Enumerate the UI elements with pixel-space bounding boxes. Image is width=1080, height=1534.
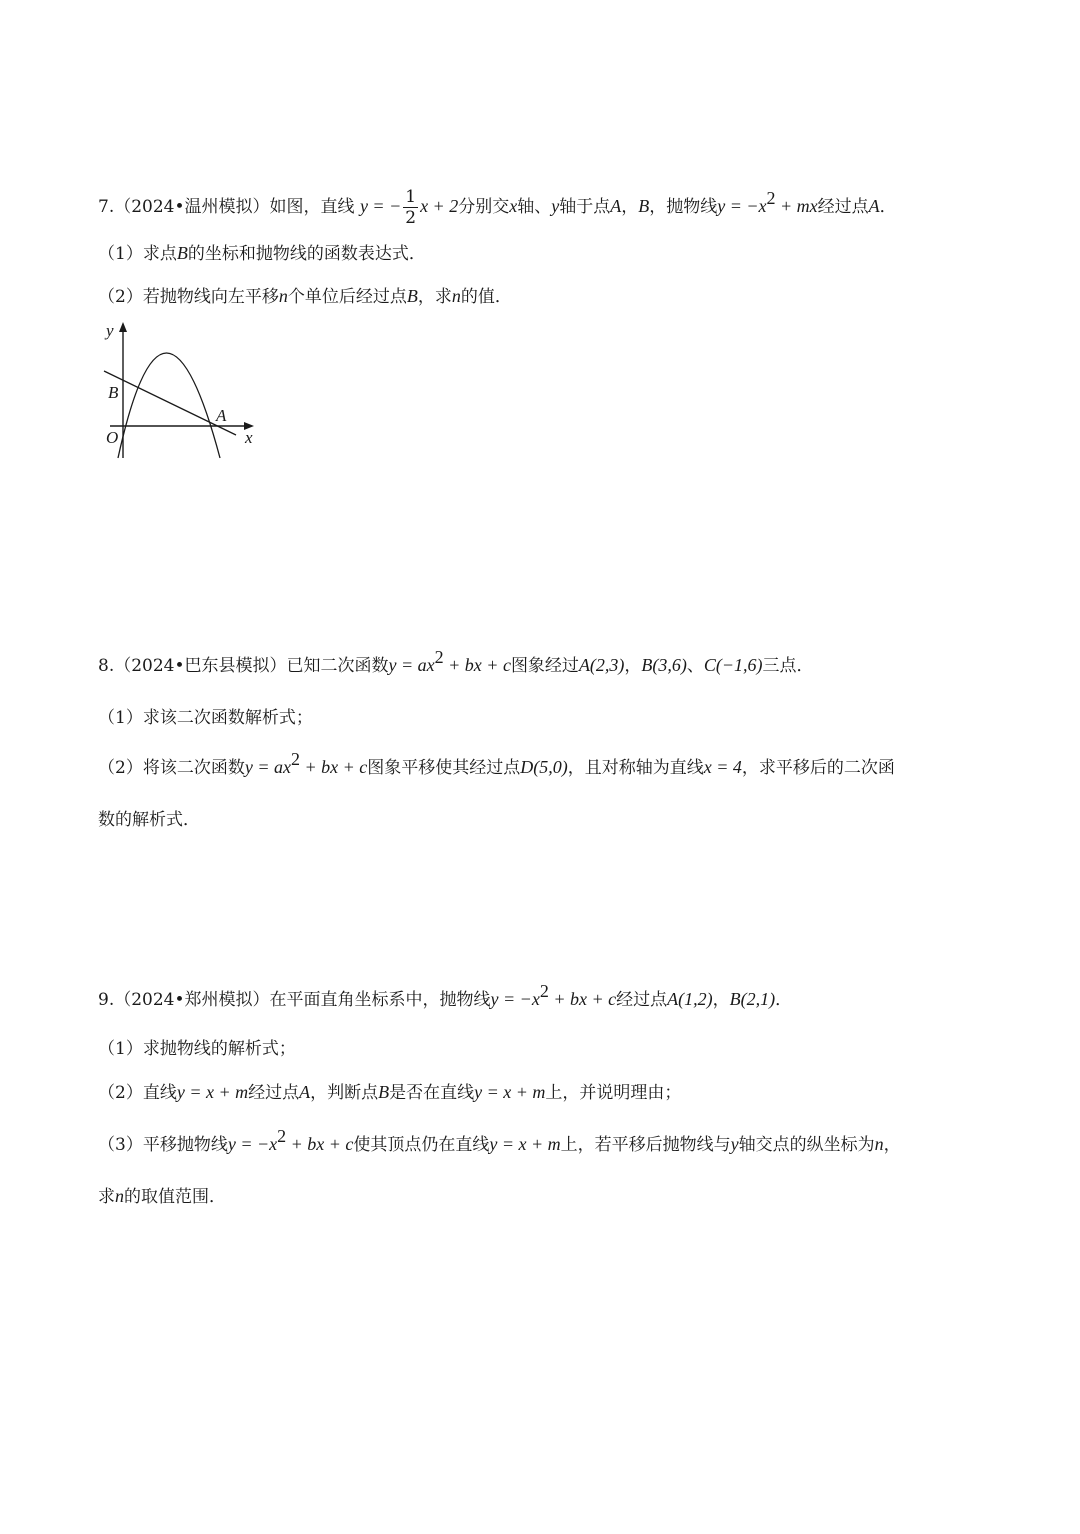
q9-sub3-cont: 求n的取值范围． — [98, 1186, 226, 1207]
q8-sub2: （2）将该二次函数$y = ax^2$ + bx + c图象平移使其经过点D(5,0)，且对称轴为直线x = 4，求平移后的二次函 — [98, 749, 895, 778]
q9-number: 9 — [98, 990, 109, 1010]
y-axis-arrow — [119, 322, 127, 332]
parabola — [118, 353, 220, 458]
label-b: B — [108, 383, 119, 402]
q8-source: （2024•巴东县模拟） — [114, 656, 287, 676]
q8-sub1: （1）求该二次函数解析式； — [98, 708, 313, 728]
label-y: y — [106, 321, 114, 340]
q9-sub2: （2）直线y = x + m经过点A，判断点B是否在直线y = x + m上，并说明理由； — [98, 1082, 682, 1103]
label-o: O — [106, 428, 119, 447]
q7-fraction: $\frac{1}{2}$ — [405, 187, 417, 228]
q7-stem: 7.（2024•温州模拟）如图，直线 y = − $\frac{1}{2}$ x + 2分别交x轴、y轴于点A，B，抛物线$y = -x^2$ + mx经过点A． — [98, 187, 897, 228]
q9-source: （2024•郑州模拟） — [114, 990, 270, 1010]
q7-source: （2024•温州模拟） — [114, 197, 270, 217]
q7-sub1: （1）求点B的坐标和抛物线的函数表达式． — [98, 243, 426, 264]
q9-sub1: （1）求抛物线的解析式； — [98, 1039, 296, 1059]
q8-number: 8 — [98, 656, 109, 676]
label-x: x — [245, 428, 253, 447]
q7-sub2: （2）若抛物线向左平移n个单位后经过点B，求n的值． — [98, 286, 512, 307]
q7-number: 7 — [98, 197, 109, 217]
q8-stem: 8.（2024•巴东县模拟）已知二次函数$y = ax^2$ + bx + c图象经过A(2,3)，B(3,6)、C(−1,6)三点． — [98, 647, 814, 676]
label-a: A — [216, 406, 227, 425]
q8-sub2-cont: 数的解析式． — [98, 810, 200, 830]
q9-stem: 9.（2024•郑州模拟）在平面直角坐标系中，抛物线$y = -x^2$ + bx + c经过点A(1,2)，B(2,1)． — [98, 981, 793, 1010]
q7-figure — [98, 318, 268, 463]
q9-sub3: （3）平移抛物线$y = -x^2$ + bx + c使其顶点仍在直线y = x + m上，若平移后抛物线与y轴交点的纵坐标为n， — [98, 1126, 901, 1155]
